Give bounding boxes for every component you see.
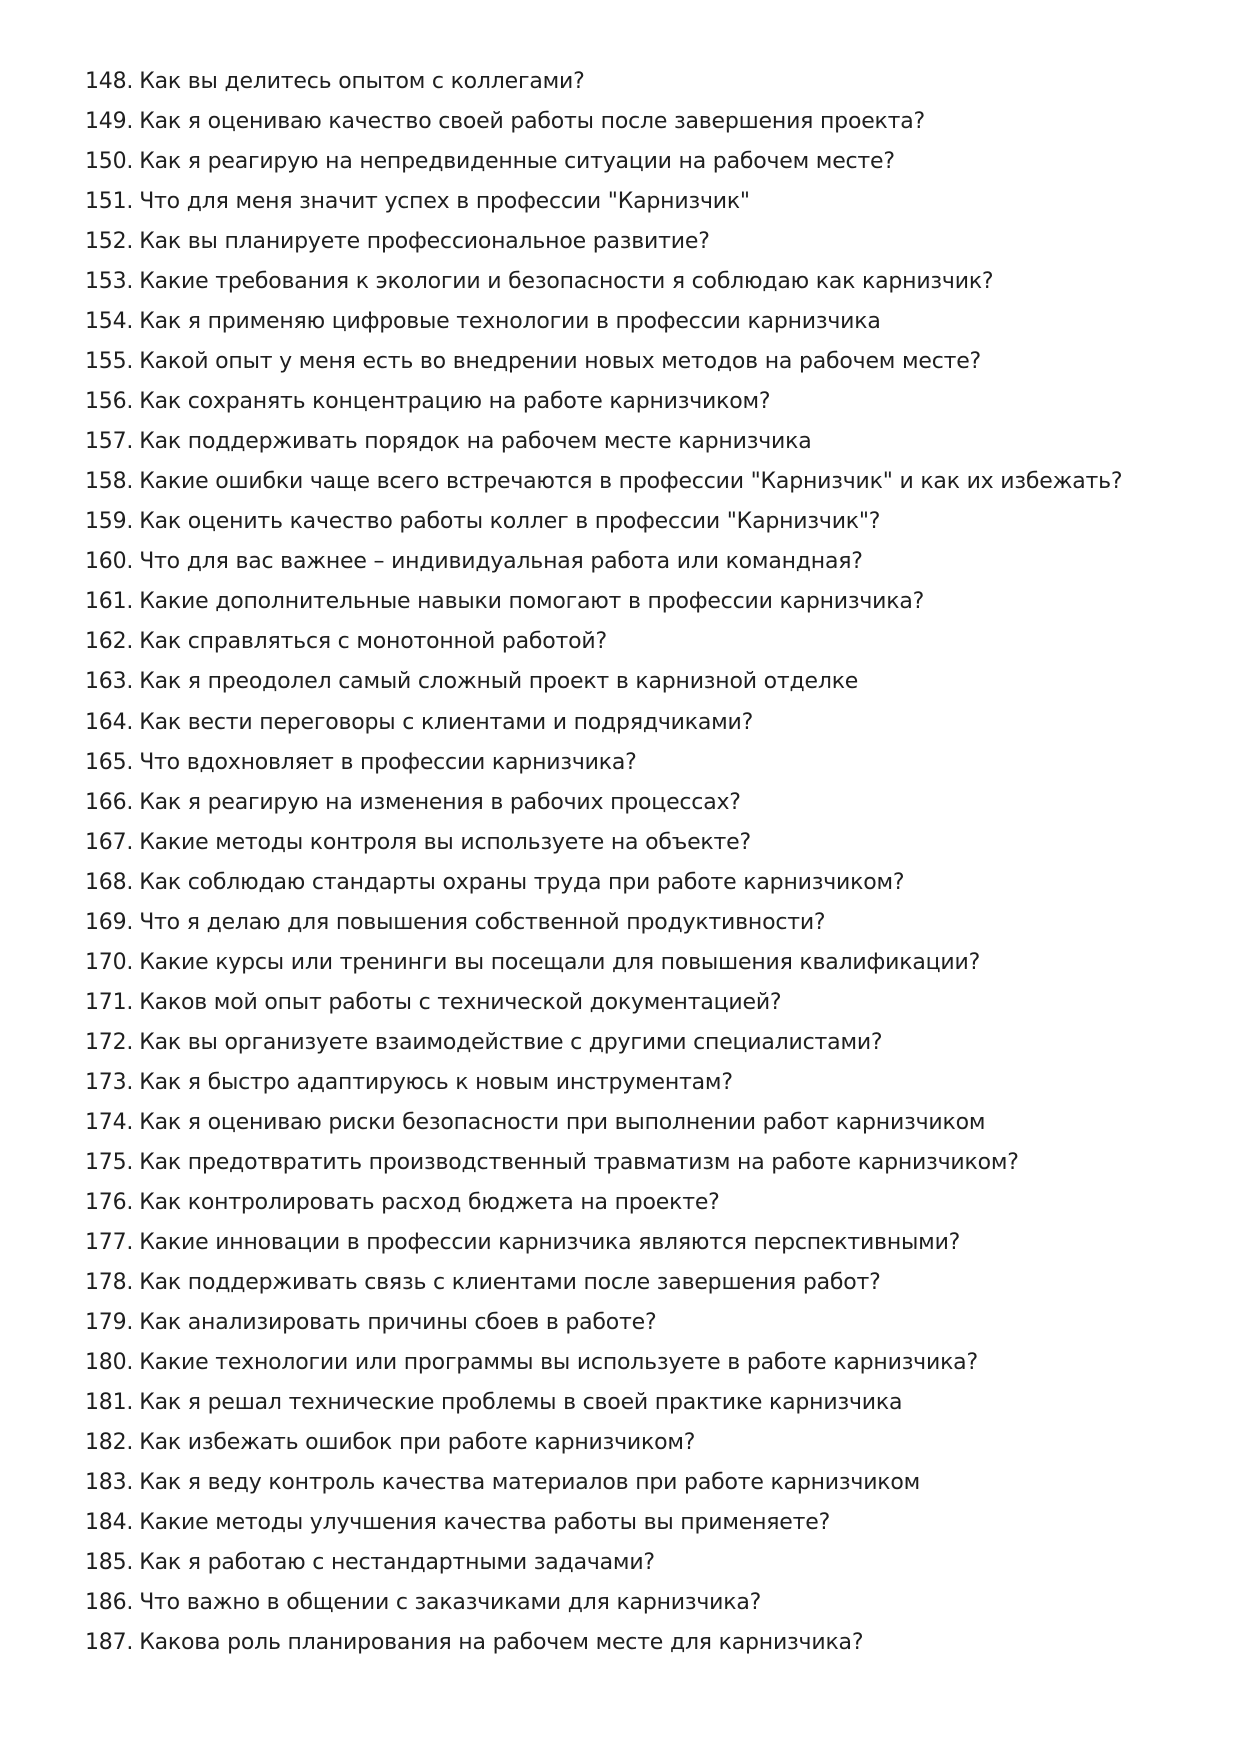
question-text: Как сохранять концентрацию на работе карнизчиком?: [139, 389, 771, 415]
list-item: [85, 182, 1185, 222]
question-text: Как вы планируете профессиональное развитие?: [139, 229, 710, 255]
list-item: [85, 783, 1185, 823]
question-text: Что я делаю для повышения собственной продуктивности?: [139, 909, 826, 935]
list-item: [85, 1063, 1185, 1103]
question-text: Какие дополнительные навыки помогают в профессии карнизчика?: [139, 589, 925, 615]
question-text: Как вести переговоры с клиентами и подрядчиками?: [139, 709, 754, 735]
list-item: [85, 1423, 1185, 1463]
question-number: 153.: [85, 269, 134, 295]
list-item: [85, 1383, 1185, 1423]
question-number: 179.: [85, 1309, 134, 1335]
question-text: Как я преодолел самый сложный проект в карнизной отделке: [139, 669, 859, 695]
question-text: Как вы делитесь опытом с коллегами?: [139, 69, 585, 94]
question-number: 171.: [85, 989, 134, 1015]
list-item: [85, 1103, 1185, 1143]
list-item: [85, 1183, 1185, 1223]
list-item: [85, 1463, 1185, 1503]
list-item: [85, 622, 1185, 662]
question-text: Что важно в общении с заказчиками для карнизчика?: [139, 1590, 762, 1616]
list-item: [85, 62, 1185, 102]
question-text: Как анализировать причины сбоев в работе?: [139, 1309, 657, 1335]
question-number: 163.: [85, 669, 134, 695]
question-number: 149.: [85, 109, 134, 135]
list-item: [85, 662, 1185, 702]
list-item: [85, 1303, 1185, 1343]
list-item: [85, 903, 1185, 943]
question-text: Что вдохновляет в профессии карнизчика?: [139, 749, 637, 775]
question-text: Как избежать ошибок при работе карнизчиком?: [139, 1430, 696, 1456]
question-number: 166.: [85, 789, 134, 815]
list-item: [85, 302, 1185, 342]
list-item: [85, 743, 1185, 783]
question-number: 172.: [85, 1029, 134, 1055]
question-number: 170.: [85, 949, 134, 975]
question-text: Как я быстро адаптируюсь к новым инструментам?: [139, 1069, 733, 1095]
question-text: Как вы организуете взаимодействие с другими специалистами?: [139, 1029, 883, 1055]
question-text: Какие технологии или программы вы используете в работе карнизчика?: [139, 1350, 978, 1375]
question-text: Какие инновации в профессии карнизчика являются перспективными?: [139, 1229, 961, 1255]
question-text: Как контролировать расход бюджета на проекте?: [139, 1189, 720, 1215]
list-item: [85, 502, 1185, 542]
question-text: Как я реагирую на непредвиденные ситуации на рабочем месте?: [139, 149, 895, 175]
question-text: Что для меня значит успех в профессии "Карнизчик": [139, 189, 750, 215]
question-number: 173.: [85, 1069, 134, 1095]
question-text: Как я веду контроль качества материалов при работе карнизчиком: [139, 1470, 921, 1496]
list-item: [85, 1583, 1185, 1623]
list-item: [85, 462, 1185, 502]
list-item: [85, 142, 1185, 182]
question-text: Как я реагирую на изменения в рабочих процессах?: [139, 789, 741, 815]
question-number: 187.: [85, 1630, 134, 1656]
list-item: [85, 1263, 1185, 1303]
question-number: 174.: [85, 1109, 134, 1135]
list-item: [85, 342, 1185, 382]
question-text: Как предотвратить производственный травматизм на работе карнизчиком?: [139, 1149, 1019, 1175]
question-text: Какие методы улучшения качества работы вы применяете?: [139, 1510, 831, 1536]
list-item: [85, 262, 1185, 302]
question-number: 151.: [85, 189, 134, 215]
question-text: Что для вас важнее – индивидуальная работа или командная?: [139, 549, 863, 575]
question-number: 176.: [85, 1189, 134, 1215]
list-item: [85, 222, 1185, 262]
question-list: [85, 62, 1185, 1663]
question-number: 155.: [85, 349, 134, 375]
question-text: Как поддерживать порядок на рабочем месте карнизчика: [139, 429, 812, 455]
question-number: 154.: [85, 309, 134, 335]
list-item: [85, 1503, 1185, 1543]
list-item: [85, 943, 1185, 983]
list-item: [85, 1143, 1185, 1183]
question-text: Как я работаю с нестандартными задачами?: [139, 1550, 655, 1576]
list-item: [85, 703, 1185, 743]
list-item: [85, 1343, 1185, 1383]
list-item: [85, 823, 1185, 863]
list-item: [85, 542, 1185, 582]
question-number: 182.: [85, 1430, 134, 1456]
question-number: 169.: [85, 909, 134, 935]
list-item: [85, 422, 1185, 462]
question-text: Какие ошибки чаще всего встречаются в профессии "Карнизчик" и как их избежать?: [139, 469, 1123, 495]
question-number: 181.: [85, 1390, 134, 1416]
question-number: 167.: [85, 829, 134, 855]
question-text: Какие курсы или тренинги вы посещали для повышения квалификации?: [139, 949, 981, 975]
list-item: [85, 582, 1185, 622]
question-text: Как справляться с монотонной работой?: [139, 629, 607, 655]
list-item: [85, 1543, 1185, 1583]
question-text: Как оценить качество работы коллег в профессии "Карнизчик"?: [139, 509, 881, 535]
question-number: 161.: [85, 589, 134, 615]
question-text: Как я решал технические проблемы в своей практике карнизчика: [139, 1390, 903, 1416]
question-number: 150.: [85, 149, 134, 175]
question-text: Какие требования к экологии и безопасности я соблюдаю как карнизчик?: [139, 269, 994, 295]
question-number: 165.: [85, 749, 134, 775]
question-number: 148.: [85, 69, 134, 94]
list-item: [85, 1223, 1185, 1263]
question-text: Какие методы контроля вы используете на объекте?: [139, 829, 751, 855]
question-number: 178.: [85, 1269, 134, 1295]
question-text: Как поддерживать связь с клиентами после завершения работ?: [139, 1269, 881, 1295]
question-text: Как соблюдаю стандарты охраны труда при работе карнизчиком?: [139, 869, 905, 895]
question-text: Как я оцениваю риски безопасности при выполнении работ карнизчиком: [139, 1109, 986, 1135]
list-item: [85, 1623, 1185, 1663]
question-text: Как я применяю цифровые технологии в профессии карнизчика: [139, 309, 881, 335]
question-number: 156.: [85, 389, 134, 415]
list-item: [85, 382, 1185, 422]
question-text: Каков мой опыт работы с технической документацией?: [139, 989, 782, 1015]
question-number: 152.: [85, 229, 134, 255]
list-item: [85, 863, 1185, 903]
question-number: 183.: [85, 1470, 134, 1496]
question-number: 185.: [85, 1550, 134, 1576]
question-number: 164.: [85, 709, 134, 735]
list-item: [85, 1023, 1185, 1063]
question-number: 168.: [85, 869, 134, 895]
question-text: Как я оцениваю качество своей работы после завершения проекта?: [139, 109, 925, 135]
question-number: 158.: [85, 469, 134, 495]
question-number: 180.: [85, 1350, 134, 1375]
question-number: 160.: [85, 549, 134, 575]
question-number: 186.: [85, 1590, 134, 1616]
question-text: Какой опыт у меня есть во внедрении новых методов на рабочем месте?: [139, 349, 982, 375]
question-number: 159.: [85, 509, 134, 535]
question-text: Какова роль планирования на рабочем месте для карнизчика?: [139, 1630, 864, 1656]
list-item: [85, 102, 1185, 142]
question-number: 177.: [85, 1229, 134, 1255]
question-number: 157.: [85, 429, 134, 455]
question-number: 184.: [85, 1510, 134, 1536]
question-number: 175.: [85, 1149, 134, 1175]
list-item: [85, 983, 1185, 1023]
question-number: 162.: [85, 629, 134, 655]
